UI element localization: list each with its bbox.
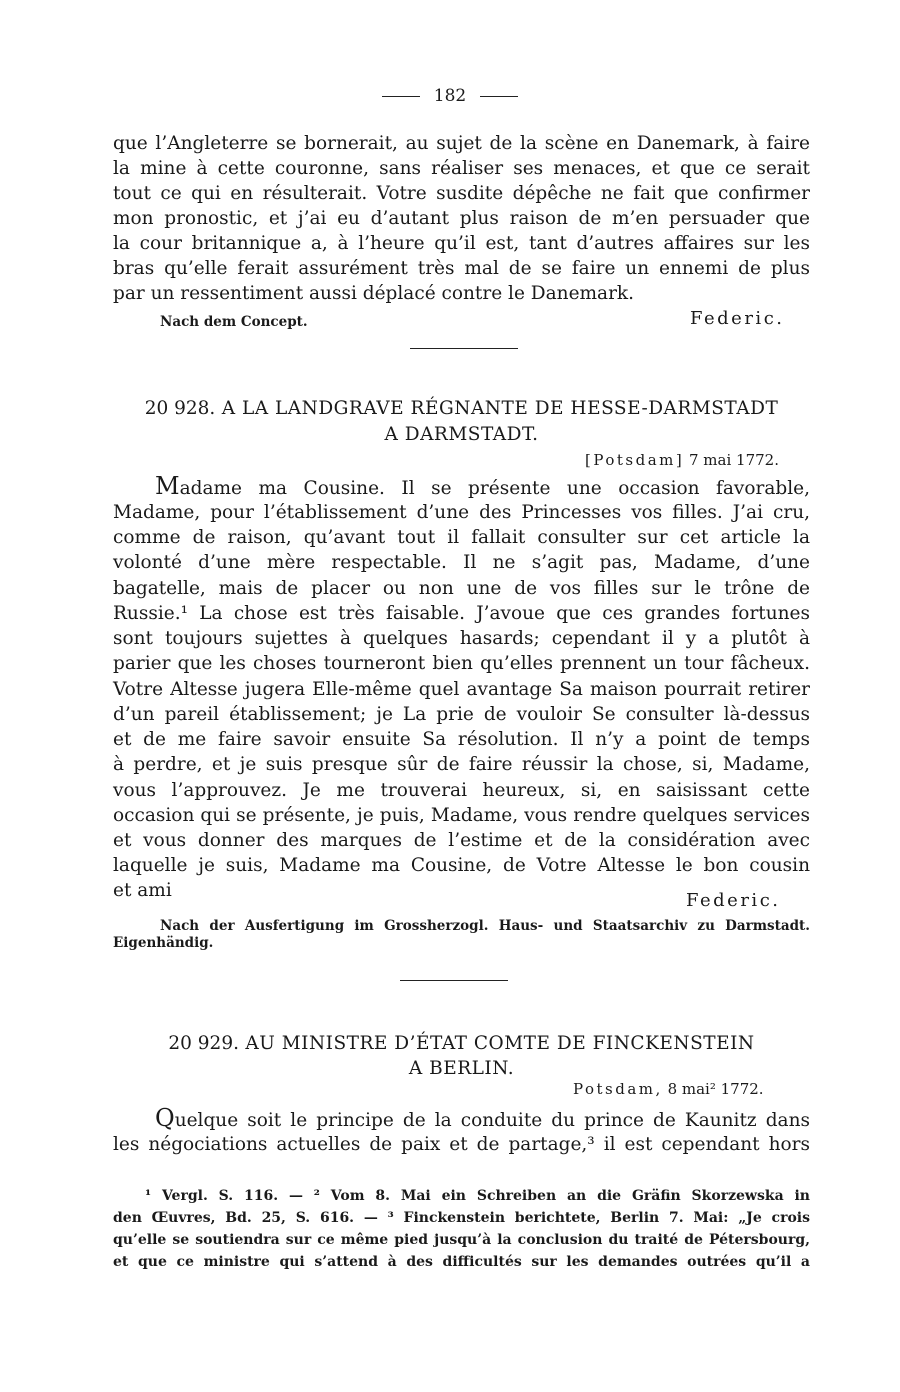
text-line: la mine à cette couronne, sans réaliser ses menaces, et que ce serait [113, 158, 810, 179]
letter-dateline [573, 1080, 764, 1098]
page-number-dash-left [382, 96, 420, 97]
text-line: parier que les choses tourneront bien qu’elles prennent un tour fâcheux. [113, 653, 810, 674]
section-divider [410, 348, 518, 349]
text-line: bras qu’elle ferait assurément très mal de se faire un ennemi de plus [113, 258, 810, 279]
text-line [155, 474, 810, 501]
text-line: volonté d’une mère respectable. Il ne s’agit pas, Madame, d’une [113, 552, 810, 573]
text-line: les négociations actuelles de paix et de partage,³ il est cependant hors [113, 1134, 810, 1155]
drop-cap: M [155, 472, 180, 500]
source-note-line2: Eigenhändig. [113, 935, 214, 951]
text-line: sont toujours sujettes à quelques hasards; cependant il y a plutôt à [113, 628, 810, 649]
letter-heading [113, 398, 810, 419]
page-number-dash-right [480, 96, 518, 97]
drop-cap: Q [155, 1104, 175, 1132]
signature: Federic. [690, 308, 785, 329]
text-line-rest: uelque soit le principe de la conduite du prince de Kaunitz dans [174, 1110, 810, 1131]
text-line: vous l’approuvez. Je me trouverai heureux, si, en saisissant cette [113, 780, 810, 801]
page-number-text: 182 [433, 86, 467, 106]
text-line: et ami [113, 880, 172, 901]
footnote-line: den Œuvres, Bd. 25, S. 616. — ³ Finckenstein berichtete, Berlin 7. Mai: „Je crois [113, 1210, 810, 1226]
footnote-line: et que ce ministre qui s’attend à des difficultés sur les demandes outrées qu’il a [113, 1254, 810, 1270]
letter-number: 20 929. [168, 1033, 239, 1054]
letter-heading-line1: A LA LANDGRAVE RÉGNANTE DE HESSE-DARMSTADT [221, 398, 779, 419]
text-line: occasion qui se présente, je puis, Madame, vous rendre quelques services [113, 805, 810, 826]
footnote-line: ¹ Vergl. S. 116. — ² Vom 8. Mai ein Schreiben an die Gräfin Skorzewska in [145, 1188, 810, 1204]
text-line: comme de raison, qu’avant tout il fallait consulter sur cet article la [113, 527, 810, 548]
section-divider [400, 980, 508, 981]
text-line: par un ressentiment aussi déplacé contre le Danemark. [113, 283, 635, 304]
text-line: laquelle je suis, Madame ma Cousine, de Votre Altesse le bon cousin [113, 855, 810, 876]
text-line: d’un pareil établissement; je La prie de vouloir Se consulter là-dessus [113, 704, 810, 725]
text-line: Russie.¹ La chose est très faisable. J’avoue que ces grandes fortunes [113, 603, 810, 624]
source-note: Nach der Ausfertigung im Grossherzogl. Haus- und Staatsarchiv zu Darmstadt. [160, 918, 810, 934]
text-line: que l’Angleterre se bornerait, au sujet de la scène en Danemark, à faire [113, 133, 810, 154]
text-line [155, 1106, 810, 1133]
page-number [0, 86, 900, 106]
text-line: mon pronostic, et j’ai eu d’autant plus raison de m’en persuader que [113, 208, 810, 229]
text-line: bagatelle, mais de placer ou non une de vos filles sur le trône de [113, 578, 810, 599]
text-line: et vous donner des marques de l’estime et de la considération avec [113, 830, 810, 851]
letter-heading [113, 1033, 810, 1054]
letter-place: Potsdam, [573, 1080, 663, 1098]
text-line: à perdre, et je suis presque sûr de faire réussir la chose, si, Madame, [113, 754, 810, 775]
text-line: Votre Altesse jugera Elle-même quel avantage Sa maison pourrait retirer [113, 679, 810, 700]
text-line: la cour britannique a, à l’heure qu’il est, tant d’autres affaires sur les [113, 233, 810, 254]
signature: Federic. [686, 890, 781, 911]
letter-number: 20 928. [144, 398, 216, 419]
footnote-line: qu’elle se soutiendra sur ce même pied jusqu’à la conclusion du traité de Pétersbourg, [113, 1232, 810, 1248]
letter-date: 7 mai 1772. [689, 451, 779, 469]
letter-place: [Potsdam] [585, 451, 685, 469]
text-line: tout ce qui en résulterait. Votre susdite dépêche ne fait que confirmer [113, 183, 810, 204]
text-line-rest: adame ma Cousine. Il se présente une occasion favorable, [179, 478, 810, 499]
letter-dateline [585, 451, 779, 469]
letter-heading-line2: A BERLIN. [408, 1058, 515, 1079]
text-line: Madame, pour l’établissement d’une des Princesses vos filles. J’ai cru, [113, 502, 810, 523]
letter-heading-line2: A DARMSTADT. [384, 424, 539, 445]
letter-date: 8 mai² 1772. [667, 1080, 764, 1098]
letter-heading-line1: AU MINISTRE D’ÉTAT COMTE DE FINCKENSTEIN [245, 1033, 755, 1054]
source-note: Nach dem Concept. [160, 314, 308, 330]
text-line: et de me faire savoir ensuite Sa résolution. Il n’y a point de temps [113, 729, 810, 750]
